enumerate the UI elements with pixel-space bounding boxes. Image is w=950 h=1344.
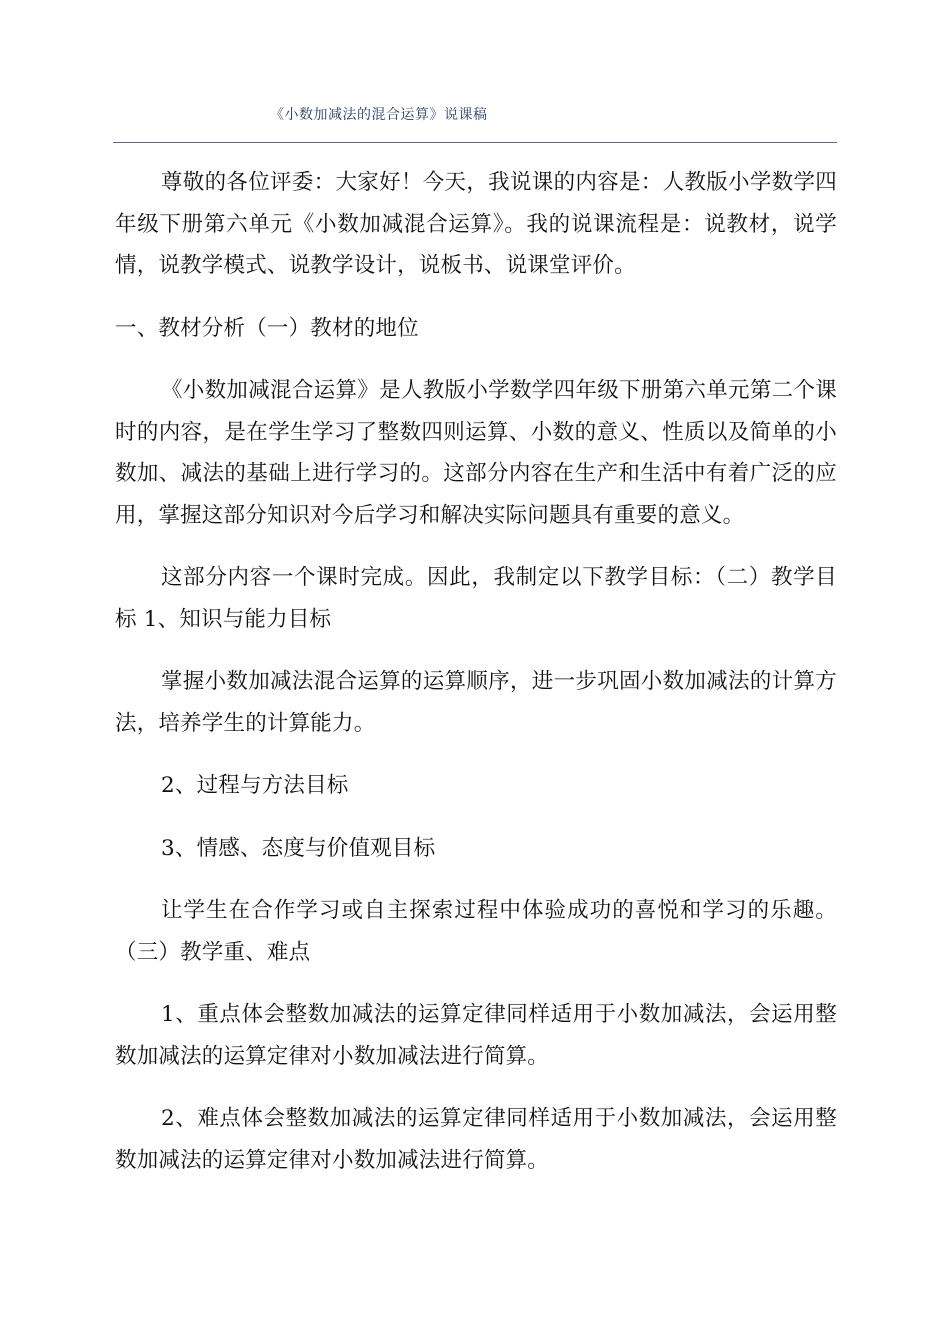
header-divider — [113, 142, 837, 143]
paragraph-key-point: 1、重点体会整数加减法的运算定律同样适用于小数加减法，会运用整数加减法的运算定律对小数加减法进行简算。 — [115, 1002, 837, 1069]
document-body — [115, 162, 837, 1202]
header-title: 《小数加减法的混合运算》说课稿 — [270, 107, 488, 123]
paragraph-emotion-goal-detail: 让学生在合作学习或自主探索过程中体验成功的喜悦和学习的乐趣。（三）教学重、难点 — [115, 898, 837, 965]
section-heading-textbook-analysis: 一、教材分析（一）教材的地位 — [115, 315, 419, 341]
paragraph-teaching-goals: 这部分内容一个课时完成。因此，我制定以下教学目标：（二）教学目标 1、知识与能力目标 — [115, 565, 837, 632]
paragraph-difficult-point: 2、难点体会整数加减法的运算定律同样适用于小数加减法，会运用整数加减法的运算定律对小数加减法进行简算。 — [115, 1106, 837, 1173]
paragraph-intro: 尊敬的各位评委：大家好！今天，我说课的内容是：人教版小学数学四年级下册第六单元《小数加减混合运算》。我的说课流程是：说教材，说学情，说教学模式、说教学设计，说板书、说课堂评价。 — [115, 170, 837, 278]
paragraph-emotion-goal: 3、情感、态度与价值观目标 — [161, 835, 436, 861]
paragraph-process-goal: 2、过程与方法目标 — [161, 773, 349, 798]
paragraph-textbook-position: 《小数加减混合运算》是人教版小学数学四年级下册第六单元第二个课时的内容，是在学生学习了整数四则运算、小数的意义、性质以及简单的小数加、减法的基础上进行学习的。这部分内容在生产和生活中有着广泛的应用，掌握这部分知识对今后学习和解决实际问题具有重要的意义。 — [115, 378, 837, 528]
paragraph-knowledge-goal: 掌握小数加减法混合运算的运算顺序，进一步巩固小数加减法的计算方法，培养学生的计算能力。 — [115, 669, 837, 736]
